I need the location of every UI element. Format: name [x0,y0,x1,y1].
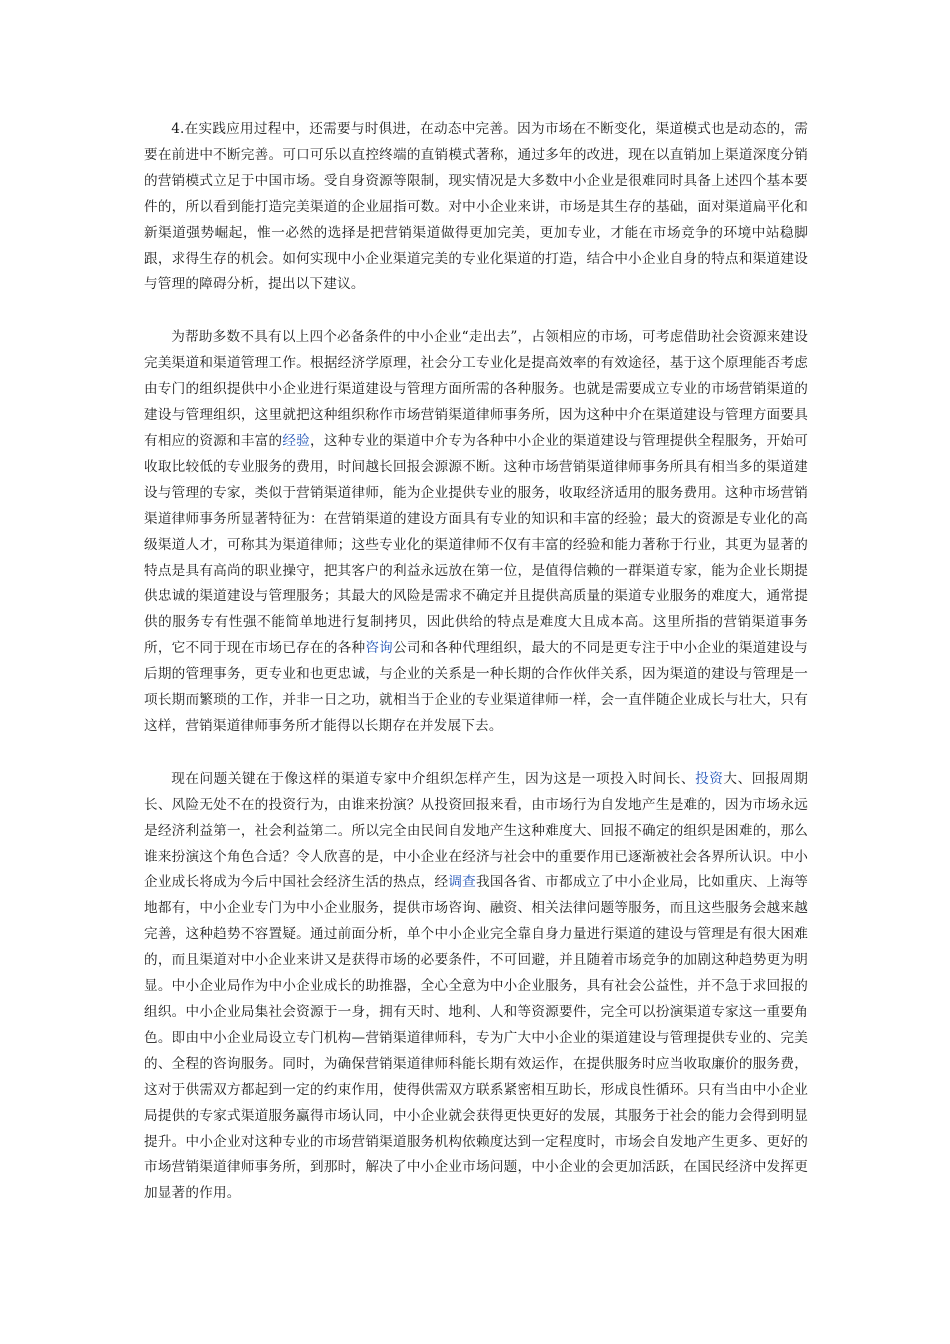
paragraph-3-text-c: 我国各省、市都成立了中小企业局，比如重庆、上海等地都有，中小企业专门为中小企业服务，提供市场咨询、融资、相关法律问题等服务，而且这些服务会越来越完善，这种趋势不容置疑。通过前面分析，单个中小企业完全靠自身力量进行渠道的建设与管理是有很大困难的，而且渠道对中小企业来讲又是获得市场的必要条件，不可回避，并且随着市场竞争的加剧这种趋势更为明显。中小企业局作为中小企业成长的助推器，全心全意为中小企业服务，具有社会公益性，并不急于求回报的组织。中小企业局集社会资源于一身，拥有天时、地利、人和等资源要件，完全可以扮演渠道专家这一重要角色。即由中小企业局设立专门机构—营销渠道律师科，专为广大中小企业的渠道建设与管理提供专业的、完美的、全程的咨询服务。同时，为确保营销渠道律师科能长期有效运作，在提供服务时应当收取廉价的服务费，这对于供需双方都起到一定的约束作用，使得供需双方联系紧密相互助长，形成良性循环。只有当由中小企业局提供的专家式渠道服务赢得市场认同，中小企业就会获得更快更好的发展，其服务于社会的能力会得到明显提升。中小企业对这种专业的市场营销渠道服务机构依赖度达到一定程度时，市场会自发地产生更多、更好的市场营销渠道律师事务所，到那时，解决了中小企业市场问题，中小企业的会更加活跃，在国民经济中发挥更加显著的作用。 [144,874,808,1202]
link-consulting[interactable]: 咨询 [365,640,394,657]
paragraph-1-text: 4.在实践应用过程中，还需要与时俱进，在动态中完善。因为市场在不断变化，渠道模式也是动态的，需要在前进中不断完善。可口可乐以直控终端的直销模式著称，通过多年的改进，现在以直销加上渠道深度分销的营销模式立足于中国市场。受自身资源等限制，现实情况是大多数中小企业是很难同时具备上述四个基本要件的，所以看到能打造完美渠道的企业屈指可数。对中小企业来讲，市场是其生存的基础，面对渠道扁平化和新渠道强势崛起，惟一必然的选择是把营销渠道做得更加完美，更加专业，才能在市场竞争的环境中站稳脚跟，求得生存的机会。如何实现中小企业渠道完美的专业化渠道的打造，结合中小企业自身的特点和渠道建设与管理的障碍分析，提出以下建议。 [144,121,808,293]
link-survey[interactable]: 调查 [448,874,477,891]
link-investment[interactable]: 投资 [695,770,724,787]
paragraph-3 [144,767,808,1207]
paragraph-2-text-c: 公司和各种代理组织，最大的不同是更专注于中小企业的渠道建设与后期的管理事务，更专业和也更忠诚，与企业的关系是一种长期的合作伙伴关系，因为渠道的建设与管理是一项长期而繁琐的工作，并非一日之功，就相当于企业的专业渠道律师一样，会一直伴随企业成长与壮大，只有这样，营销渠道律师事务所才能得以长期存在并发展下去。 [144,640,808,734]
paragraph-2-text-a: 为帮助多数不具有以上四个必备条件的中小企业“走出去”，占领相应的市场，可考虑借助社会资源来建设完美渠道和渠道管理工作。根据经济学原理，社会分工专业化是提高效率的有效途径，基于这个原理能否考虑由专门的组织提供中小企业进行渠道建设与管理方面所需的各种服务。也就是需要成立专业的市场营销渠道的建设与管理组织，这里就把这种组织称作市场营销渠道律师事务所，因为这种中介在渠道建设与管理方面要具有相应的资源和丰富的 [144,329,808,449]
link-experience[interactable]: 经验 [282,432,311,449]
paragraph-1 [144,117,808,298]
paragraph-3-text-b: 大、回报周期长、风险无处不在的投资行为，由谁来扮演？从投资回报来看，由市场行为自发地产生是难的，因为市场永远是经济利益第一，社会利益第二。所以完全由民间自发地产生这种难度大、回报不确定的组织是困难的，那么谁来扮演这个角色合适？令人欣喜的是，中小企业在经济与社会中的重要作用已逐渐被社会各界所认识。中小企业成长将成为今后中国社会经济生活的热点，经 [144,770,808,891]
paragraph-3-text-a: 现在问题关键在于像这样的渠道专家中介组织怎样产生，因为这是一项投入时间长、 [171,770,696,787]
paragraph-2 [144,325,808,740]
paragraph-2-text-b: ，这种专业的渠道中介专为各种中小企业的渠道建设与管理提供全程服务，开始可收取比较低的专业服务的费用，时间越长回报会源源不断。这种市场营销渠道律师事务所具有相当多的渠道建设与管理的专家，类似于营销渠道律师，能为企业提供专业的服务，收取经济适用的服务费用。这种市场营销渠道律师事务所显著特征为：在营销渠道的建设方面具有专业的知识和丰富的经验；最大的资源是专业化的高级渠道人才，可称其为渠道律师；这些专业化的渠道律师不仅有丰富的经验和能力著称于行业，其更为显著的特点是具有高尚的职业操守，把其客户的利益永远放在第一位，是值得信赖的一群渠道专家，能为企业长期提供忠诚的渠道建设与管理服务；其最大的风险是需求不确定并且提供高质量的渠道专业服务的难度大，通常提供的服务专有性强不能简单地进行复制拷贝，因此供给的特点是难度大且成本高。这里所指的营销渠道事务所，它不同于现在市场已存在的各种 [144,432,808,657]
document-body [144,117,808,1207]
